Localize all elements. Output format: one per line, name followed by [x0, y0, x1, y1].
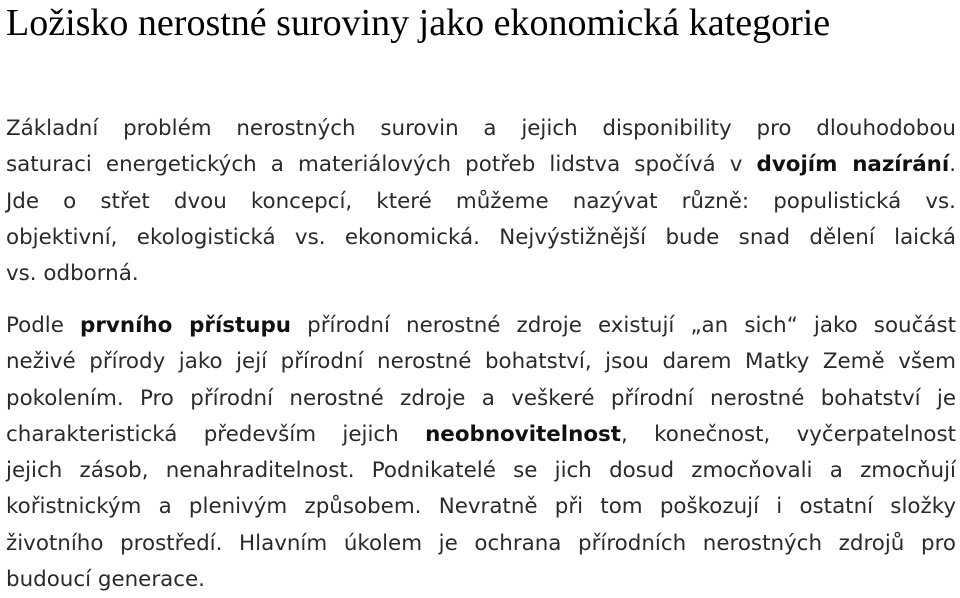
page-title: Ložisko nerostné suroviny jako ekonomická kategorie	[6, 2, 831, 44]
text-span: saturaci energetických a materiálových potřeb lidstva spočívá v	[6, 152, 757, 178]
text-span: charakteristická především jejich	[6, 421, 426, 447]
text-line	[6, 147, 956, 183]
text-span: vs. odborná.	[6, 261, 139, 287]
text-span: budoucí generace.	[6, 567, 205, 593]
text-span: kořistnickým a plenivým způsobem. Nevratně při tom poškozují i ostatní složky	[6, 494, 956, 520]
paragraph-dual-view	[6, 111, 956, 292]
text-line	[6, 256, 956, 292]
emphasis-non-renewability: neobnovitelnost	[425, 421, 621, 447]
paragraph-first-approach	[6, 308, 956, 598]
text-span: Jde o střet dvou koncepcí, které můžeme nazývat různě: populistická vs.	[6, 188, 956, 214]
text-line	[6, 308, 956, 344]
text-line	[6, 526, 956, 562]
text-span: neživé přírody jako její přírodní nerostné bohatství, jsou darem Matky Země všem	[6, 349, 956, 375]
text-line	[6, 562, 956, 598]
text-span: .	[949, 152, 956, 178]
document-page	[6, 0, 956, 593]
text-line	[6, 344, 956, 380]
text-line	[6, 417, 956, 453]
emphasis-dual-view: dvojím nazírání	[756, 152, 950, 178]
text-span: jejich zásob, nenahraditelnost. Podnikatelé se jich dosud zmocňovali a zmocňují	[6, 458, 956, 484]
text-line	[6, 184, 956, 220]
emphasis-first-approach: prvního přístupu	[80, 313, 292, 338]
text-line	[6, 220, 956, 256]
text-span: přírodní nerostné zdroje existují „an sich“ jako součást	[291, 313, 956, 338]
text-span: pokolením. Pro přírodní nerostné zdroje a veškeré přírodní nerostné bohatství je	[6, 385, 956, 411]
text-span: Podle	[6, 313, 81, 338]
text-span: , konečnost, vyčerpatelnost	[620, 421, 956, 447]
text-line	[6, 111, 956, 147]
text-line	[6, 381, 956, 417]
text-line	[6, 453, 956, 489]
text-span: životního prostředí. Hlavním úkolem je ochrana přírodních nerostných zdrojů pro	[6, 530, 956, 556]
text-line	[6, 489, 956, 525]
text-span: objektivní, ekologistická vs. ekonomická. Nejvýstižnější bude snad dělení laická	[6, 224, 956, 250]
text-span: Základní problém nerostných surovin a jejich disponibility pro dlouhodobou	[6, 116, 956, 141]
